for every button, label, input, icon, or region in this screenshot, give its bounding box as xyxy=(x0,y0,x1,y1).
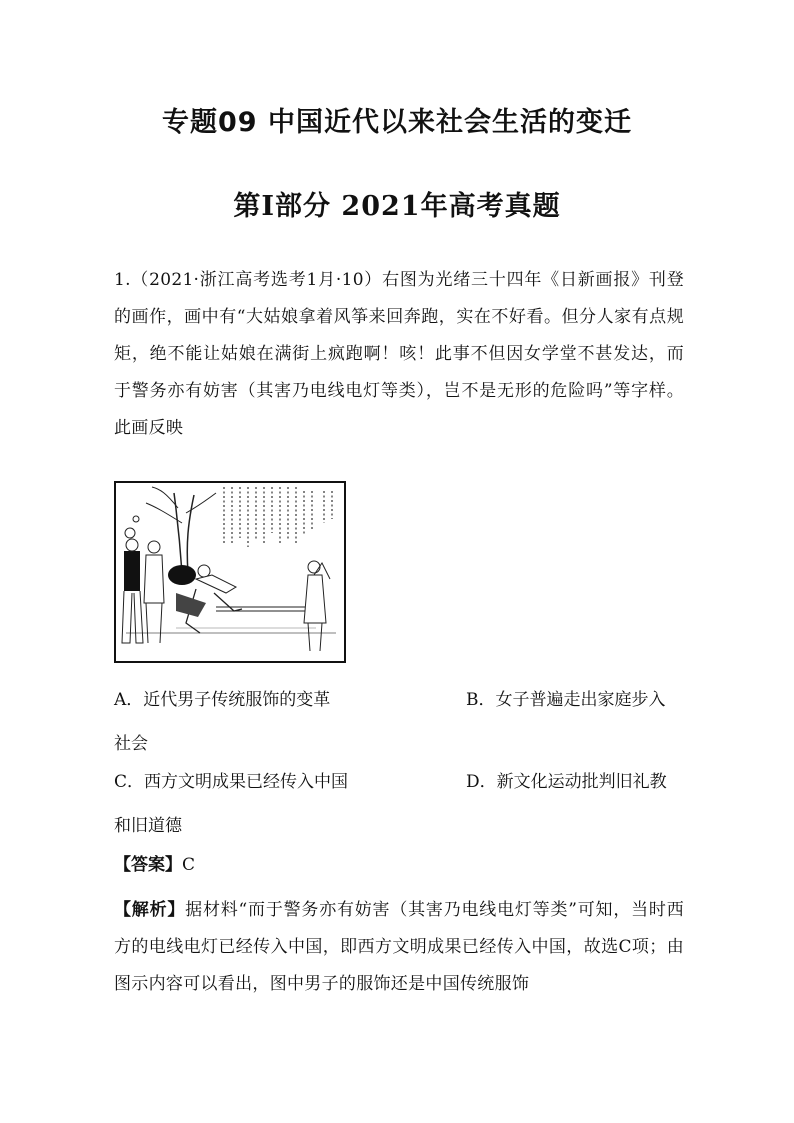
answer-value: C xyxy=(182,855,196,875)
answer-line xyxy=(114,853,195,877)
question-text: 1.（2021·浙江高考选考1月·10）右图为光绪三十四年《日新画报》刊登的画作，画中有“大姑娘拿着风筝来回奔跑，实在不好看。但分人家有点规矩，绝不能让姑娘在满街上疯跑啊！咳！此事不但因女学堂不甚发达，而于警务亦有妨害（其害乃电线电灯等类），岂不是无形的危险吗”等字样。此画反映 xyxy=(114,270,684,438)
analysis-label: 【解析】 xyxy=(114,900,186,920)
option-b: B．女子普遍走出家庭步入 xyxy=(466,690,666,710)
answer-label: 【答案】 xyxy=(114,855,182,875)
option-b-continued: 社会 xyxy=(114,734,148,754)
illustration-drawing xyxy=(116,483,344,661)
newspaper-illustration xyxy=(114,481,346,663)
section-subtitle: 第Ⅰ部分 2021年高考真题 xyxy=(233,191,561,222)
analysis-paragraph xyxy=(114,892,684,1003)
option-c: C．西方文明成果已经传入中国 xyxy=(114,772,349,792)
analysis-text: 据材料“而于警务亦有妨害（其害乃电线电灯等类”可知，当时西方的电线电灯已经传入中国，即西方文明成果已经传入中国，故选C项；由图示内容可以看出，图中男子的服饰还是中国传统服饰 xyxy=(114,900,684,994)
option-d-continued: 和旧道德 xyxy=(114,816,182,836)
topic-title: 专题09 中国近代以来社会生活的变迁 xyxy=(162,107,632,138)
option-d: D．新文化运动批判旧礼教 xyxy=(466,772,667,792)
option-a: A．近代男子传统服饰的变革 xyxy=(114,690,331,710)
